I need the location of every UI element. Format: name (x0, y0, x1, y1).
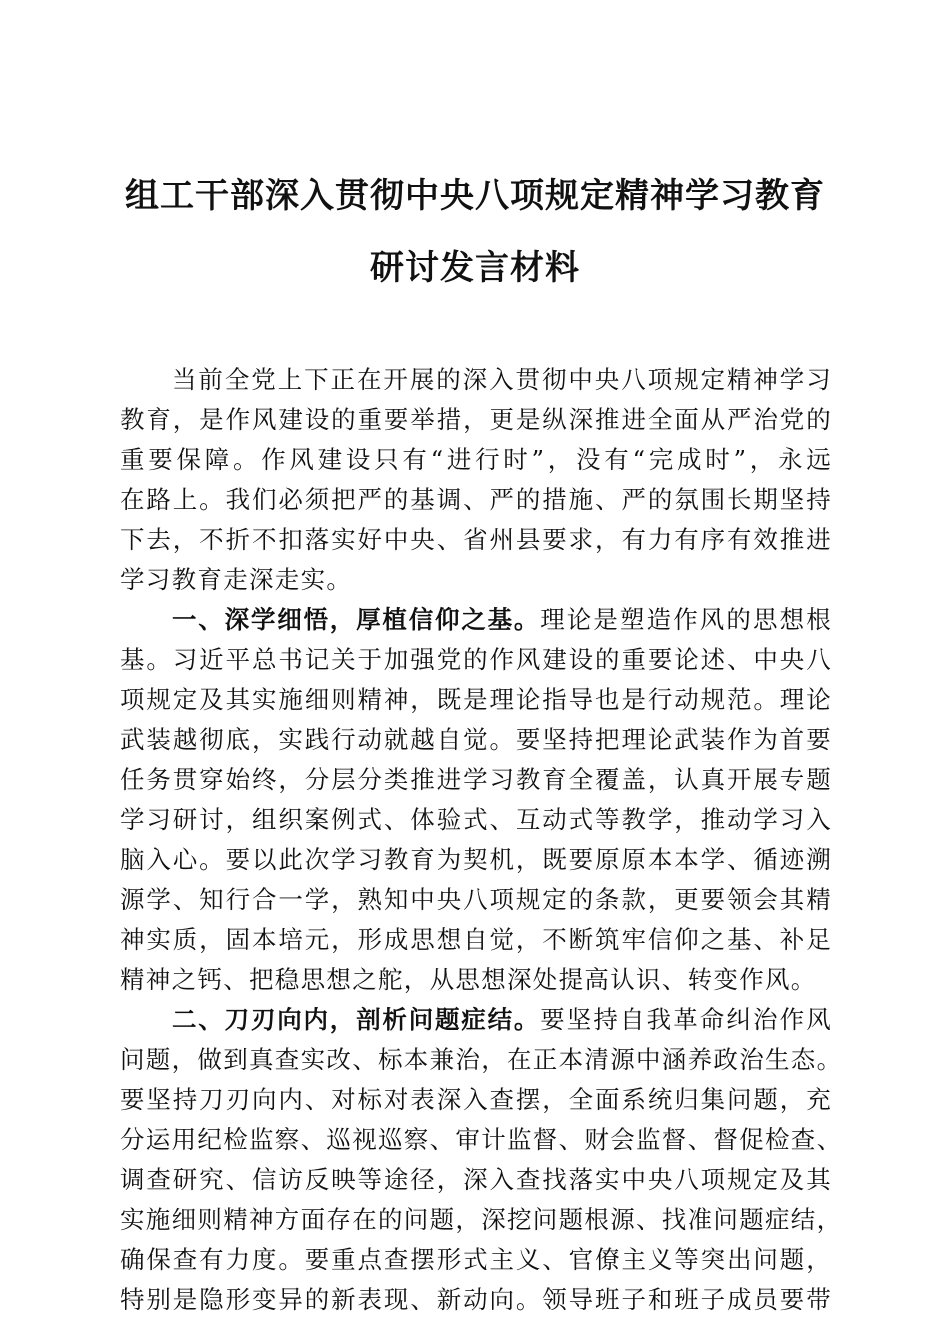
paragraph-line: 项规定及其实施细则精神，既是理论指导也是行动规范。理论 (120, 685, 832, 714)
section-2-heading: 二、刀刃向内，剖析问题症结。 (172, 1005, 541, 1034)
paragraph-line: 精神之钙、把稳思想之舵，从思想深处提高认识、转变作风。 (120, 965, 817, 994)
paragraph-line: 调查研究、信访反映等途径，深入查找落实中央八项规定及其 (120, 1165, 832, 1194)
paragraph-line: 确保查有力度。要重点查摆形式主义、官僚主义等突出问题， (120, 1245, 832, 1274)
paragraph-line: 源学、知行合一学，熟知中央八项规定的条款，更要领会其精 (120, 885, 832, 914)
section-2-first-line (120, 1000, 832, 1040)
paragraph-line: 在路上。我们必须把严的基调、严的措施、严的氛围长期坚持 (120, 485, 832, 514)
paragraph-line: 重要保障。作风建设只有“进行时”，没有“完成时”，永远 (120, 445, 832, 474)
paragraph-line: 分运用纪检监察、巡视巡察、审计监督、财会监督、督促检查、 (120, 1125, 843, 1154)
paragraph-line: 要坚持刀刃向内、对标对表深入查摆，全面系统归集问题，充 (120, 1085, 832, 1114)
paragraph-line: 当前全党上下正在开展的深入贯彻中央八项规定精神学习 (172, 365, 832, 394)
paragraph-line: 问题，做到真查实改、标本兼治，在正本清源中涵养政治生态。 (120, 1045, 843, 1074)
paragraph-line: 学习研讨，组织案例式、体验式、互动式等教学，推动学习入 (120, 805, 832, 834)
section-1-first-line (120, 600, 832, 640)
paragraph-line: 实施细则精神方面存在的问题，深挖问题根源、找准问题症结， (120, 1205, 843, 1234)
paragraph-line: 下去，不折不扣落实好中央、省州县要求，有力有序有效推进 (120, 525, 832, 554)
paragraph-line: 学习教育走深走实。 (120, 565, 353, 594)
section-2-first-line-text: 要坚持自我革命纠治作风 (540, 1005, 832, 1034)
paragraph-line: 神实质，固本培元，形成思想自觉，不断筑牢信仰之基、补足 (120, 925, 832, 954)
paragraph-line: 基。习近平总书记关于加强党的作风建设的重要论述、中央八 (120, 645, 832, 674)
paragraph-line: 特别是隐形变异的新表现、新动向。领导班子和班子成员要带 (120, 1285, 832, 1314)
paragraph-line: 脑入心。要以此次学习教育为契机，既要原原本本学、循迹溯 (120, 845, 832, 874)
section-1-heading: 一、深学细悟，厚植信仰之基。 (172, 605, 541, 634)
document-title-line-1: 组工干部深入贯彻中央八项规定精神学习教育 (125, 176, 825, 216)
paragraph-line: 任务贯穿始终，分层分类推进学习教育全覆盖，认真开展专题 (120, 765, 832, 794)
paragraph-line: 武装越彻底，实践行动就越自觉。要坚持把理论武装作为首要 (120, 725, 832, 754)
document-body (120, 360, 843, 1320)
document-title-line-2: 研讨发言材料 (370, 248, 580, 288)
paragraph-line: 教育，是作风建设的重要举措，更是纵深推进全面从严治党的 (120, 405, 832, 434)
section-1-first-line-text: 理论是塑造作风的思想根 (540, 605, 832, 634)
